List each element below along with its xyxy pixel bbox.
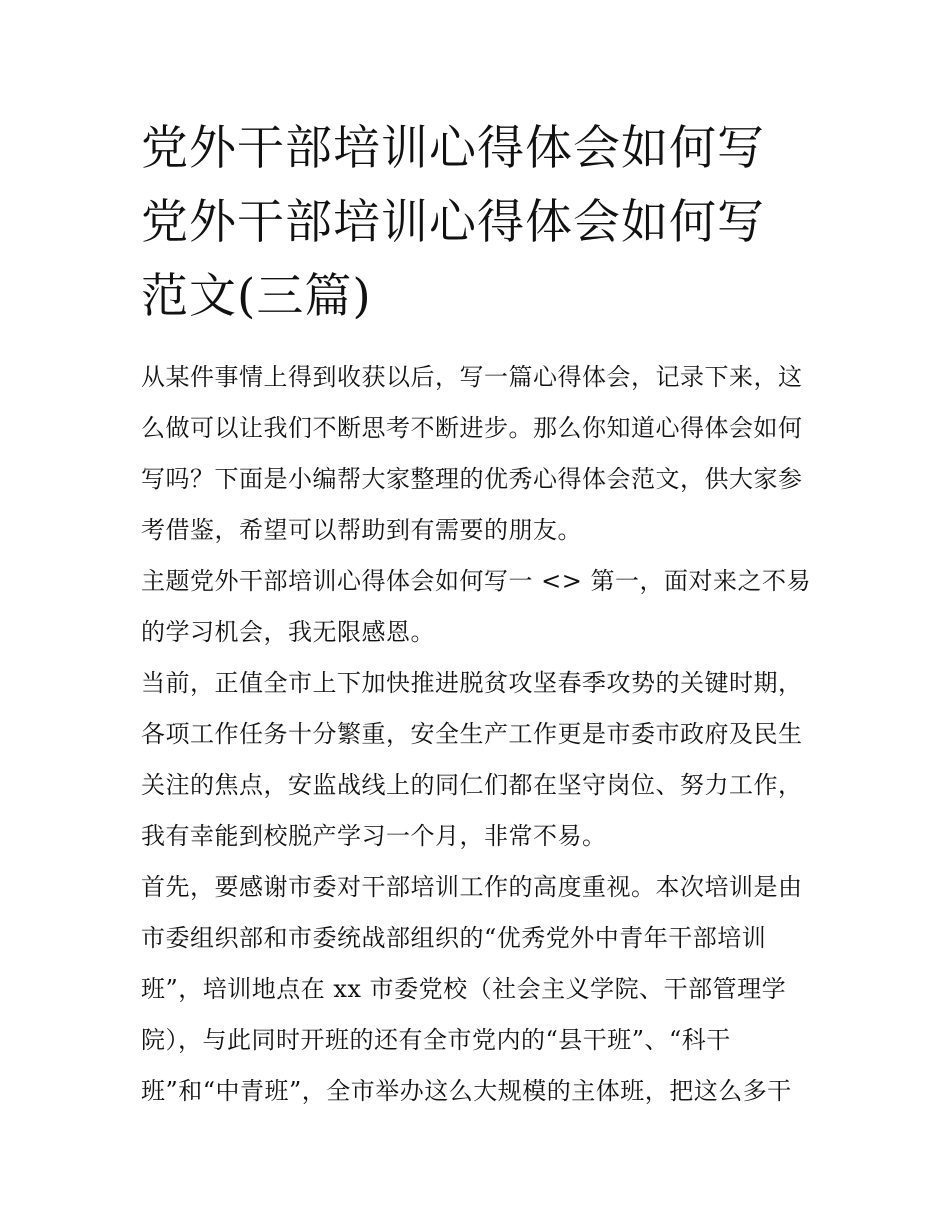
paragraph-line: 从某件事情上得到收获以后，写一篇心得体会，记录下来，这 (141, 363, 803, 391)
paragraph-line: 班”，培训地点在 xx 市委党校（社会主义学院、干部管理学 (141, 975, 787, 1003)
paragraph-line: 主题党外干部培训心得体会如何写一 <> 第一，面对来之不易 (141, 567, 811, 595)
paragraph-line: 院），与此同时开班的还有全市党内的“县干班”、“科干 (141, 1026, 731, 1054)
title-line: 党外干部培训心得体会如何写 (141, 121, 765, 176)
paragraph-line: 的学习机会，我无限感恩。 (141, 618, 435, 646)
paragraph-line: 关注的焦点，安监战线上的同仁们都在坚守岗位、努力工作， (141, 771, 803, 799)
paragraph-line: 写吗？下面是小编帮大家整理的优秀心得体会范文，供大家参 (141, 465, 803, 493)
document-body (141, 352, 813, 1117)
paragraph-topic (141, 556, 813, 658)
paragraph-thanks (141, 862, 813, 1117)
paragraph-line: 我有幸能到校脱产学习一个月，非常不易。 (141, 822, 607, 850)
paragraph-line: 市委组织部和市委统战部组织的“优秀党外中青年干部培训 (141, 924, 767, 952)
title-line: 党外干部培训心得体会如何写 (141, 195, 765, 250)
paragraph-line: 班”和“中青班”，全市举办这么大规模的主体班，把这么多干 (141, 1077, 792, 1105)
title-line: 范文(三篇) (141, 269, 372, 324)
document-content (141, 112, 813, 1117)
paragraph-line: 各项工作任务十分繁重，安全生产工作更是市委市政府及民生 (141, 720, 803, 748)
paragraph-line: 首先，要感谢市委对干部培训工作的高度重视。本次培训是由 (141, 873, 803, 901)
paragraph-context (141, 658, 813, 862)
paragraph-intro (141, 352, 813, 556)
paragraph-line: 考借鉴，希望可以帮助到有需要的朋友。 (141, 516, 582, 544)
paragraph-line: 当前，正值全市上下加快推进脱贫攻坚春季攻势的关键时期， (141, 669, 803, 697)
document-title (141, 112, 813, 334)
paragraph-line: 么做可以让我们不断思考不断进步。那么你知道心得体会如何 (141, 414, 803, 442)
